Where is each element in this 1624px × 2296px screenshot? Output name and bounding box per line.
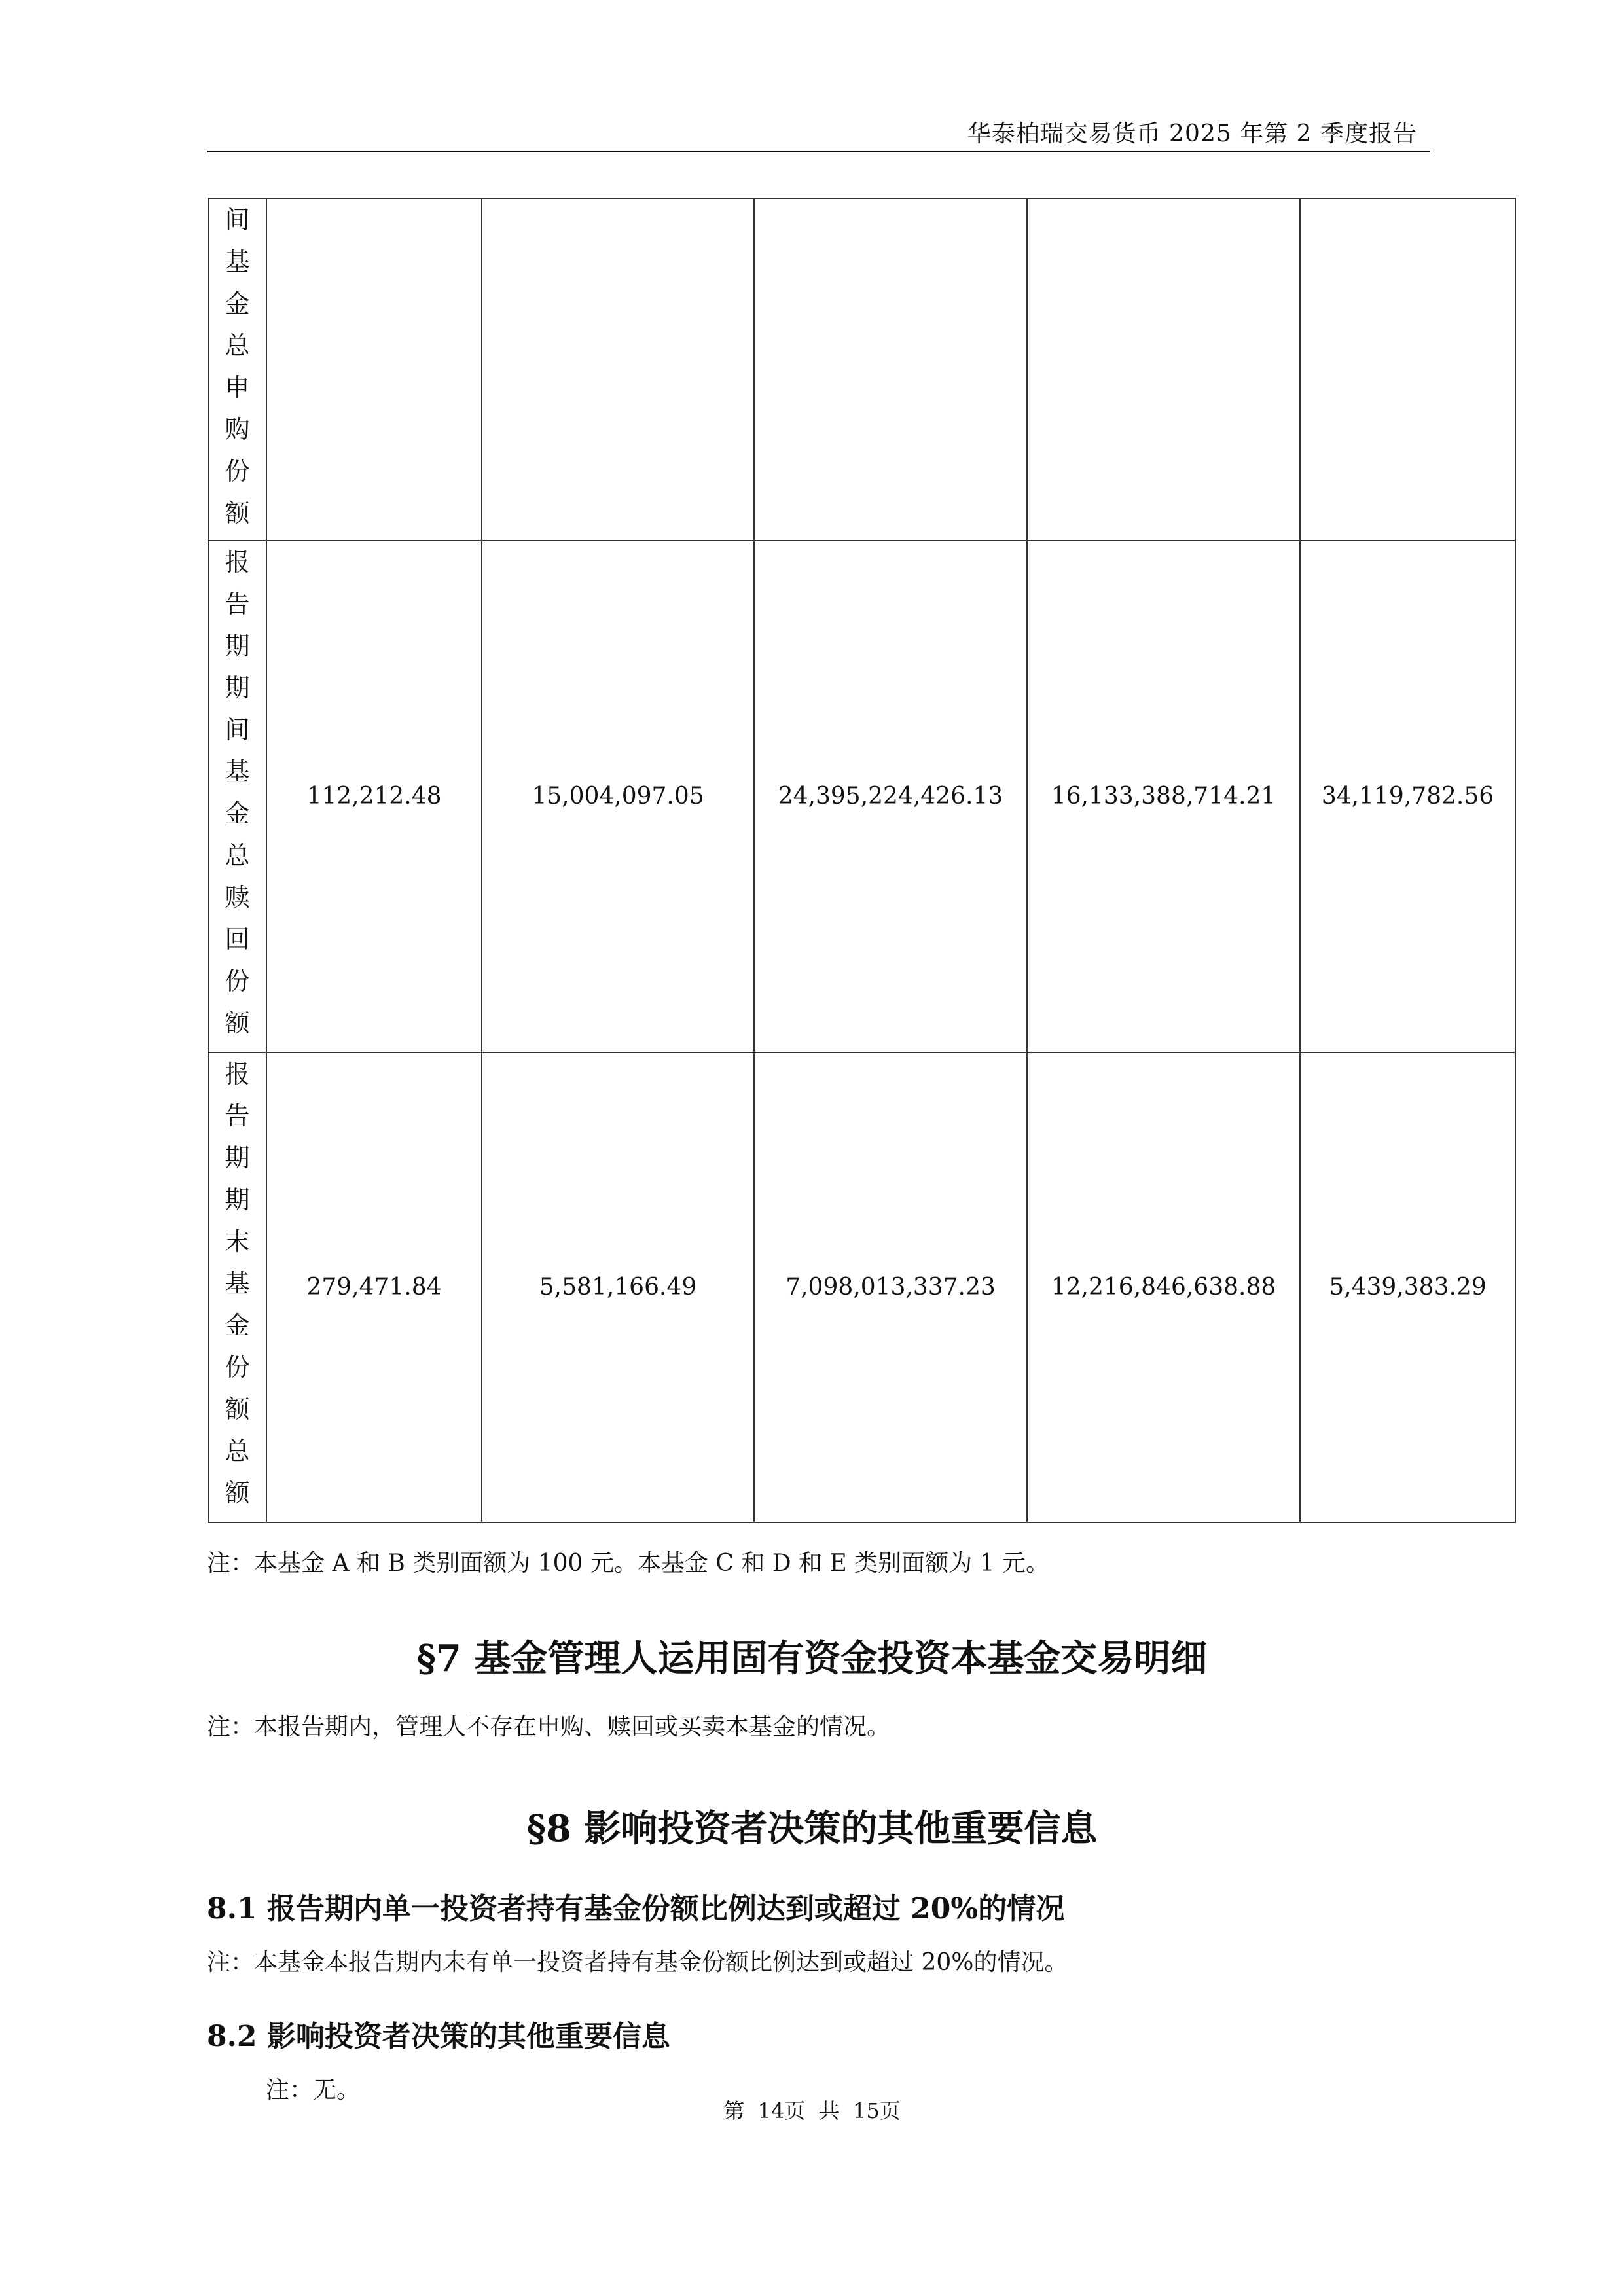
table-cell: 16,133,388,714.21 [1027,541,1300,1052]
table-row [208,198,1515,541]
header-divider [207,151,1430,152]
table-cell: 12,216,846,638.88 [1027,1052,1300,1522]
section8-2-note: 注：无。 [266,2077,361,2104]
section8-1-title: 8.1 报告期内单一投资者持有基金份额比例达到或超过 20%的情况 [207,1892,1065,1926]
table-cell [1300,198,1515,541]
table-cell: 5,581,166.49 [482,1052,754,1522]
table-cell: 279,471.84 [266,1052,482,1522]
section8-title: §8 影响投资者决策的其他重要信息 [526,1807,1098,1850]
section7-title: §7 基金管理人运用固有资金投资本基金交易明细 [416,1637,1208,1680]
section8-1-note: 注：本基金本报告期内未有单一投资者持有基金份额比例达到或超过 20%的情况。 [207,1949,1068,1976]
table-note: 注：本基金 A 和 B 类别面额为 100 元。本基金 C 和 D 和 E 类别面额为 1 元。 [207,1550,1049,1577]
table-cell: 5,439,383.29 [1300,1052,1515,1522]
report-header-title: 华泰柏瑞交易货币 2025 年第 2 季度报告 [967,120,1417,147]
table-cell: 112,212.48 [266,541,482,1052]
row-label: 报告期期末基金份额总额 [225,1060,250,1507]
section8-2-title: 8.2 影响投资者决策的其他重要信息 [207,2020,670,2053]
row-label: 间基金总申购份额 [225,206,250,528]
table-cell [482,198,754,541]
table-cell: 7,098,013,337.23 [754,1052,1027,1522]
section7-note: 注：本报告期内，管理人不存在申购、赎回或买卖本基金的情况。 [207,1713,891,1740]
fund-shares-table [208,198,1516,1523]
table-row [208,541,1515,1052]
table-cell [754,198,1027,541]
table-cell: 24,395,224,426.13 [754,541,1027,1052]
table-cell: 34,119,782.56 [1300,541,1515,1052]
row-label: 报告期期间基金总赎回份额 [225,548,250,1037]
table-cell: 15,004,097.05 [482,541,754,1052]
table-cell [266,198,482,541]
table-cell [1027,198,1300,541]
page-footer: 第 14页 共 15页 [723,2098,901,2123]
table-row [208,1052,1515,1522]
